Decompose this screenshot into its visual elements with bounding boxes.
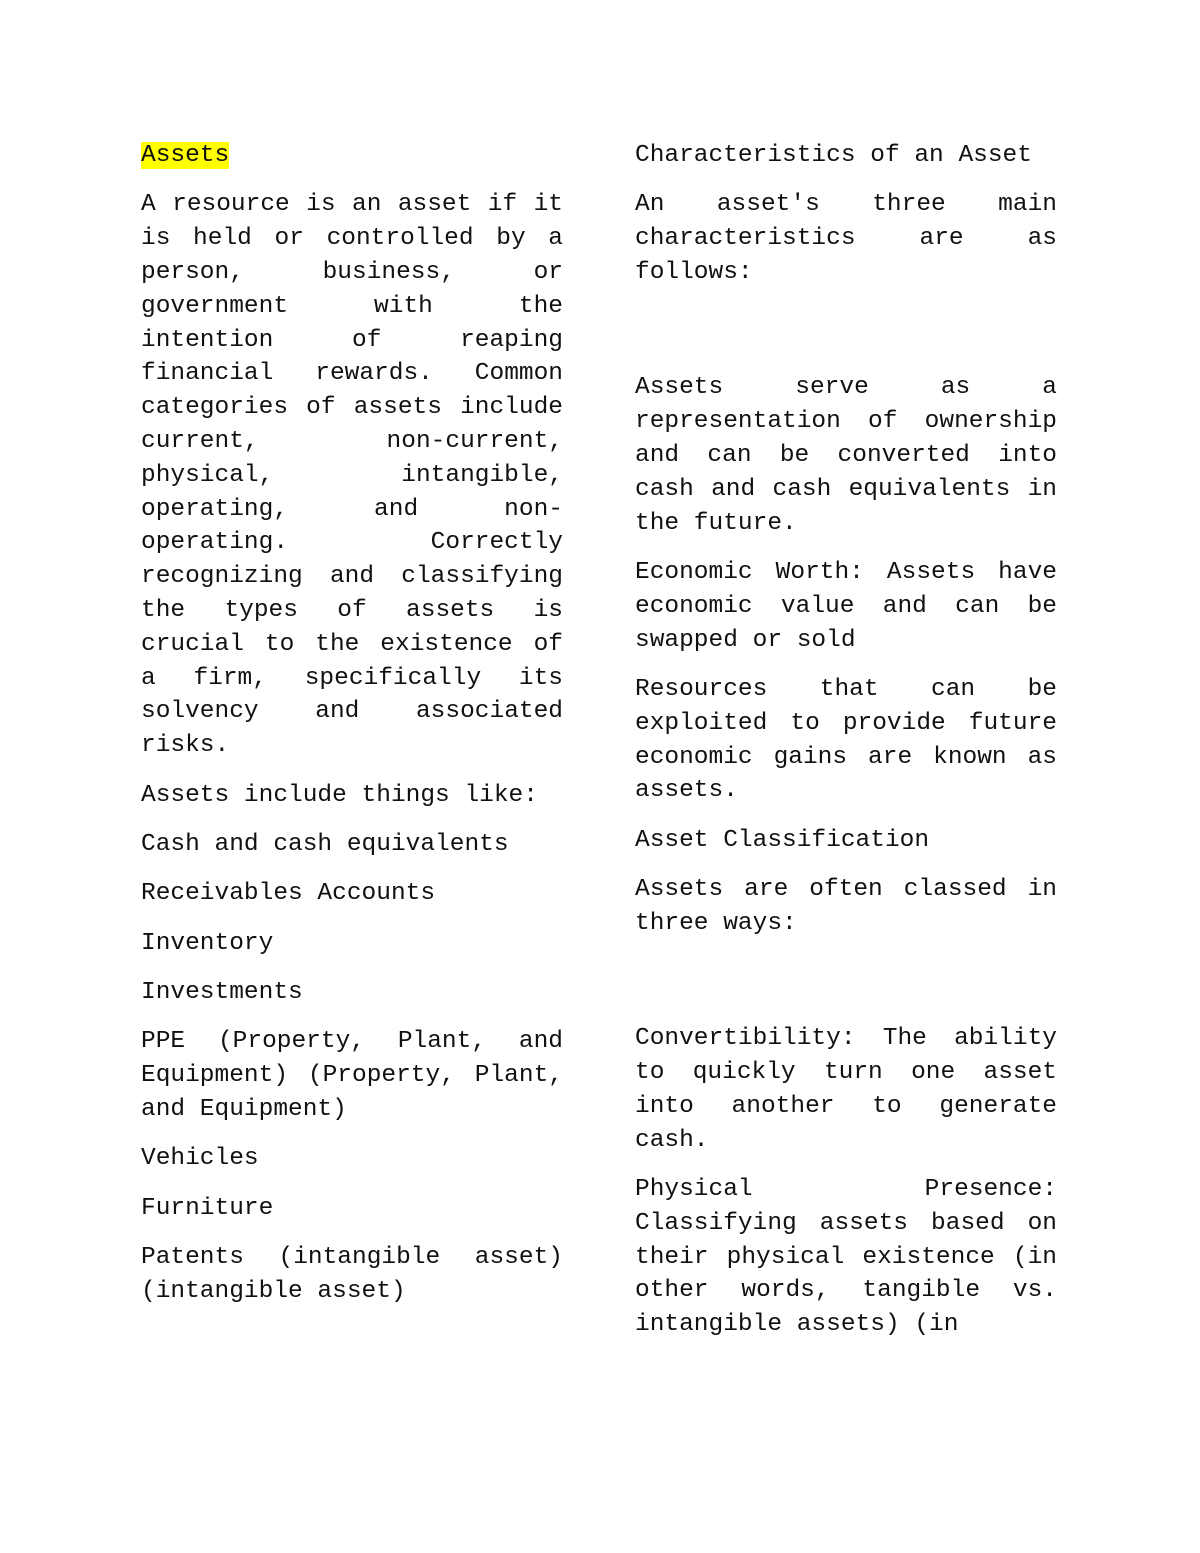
characteristic-economic-worth: Economic Worth: Assets have economic value and can be swapped or sold bbox=[635, 558, 1057, 654]
asset-item-cash: Cash and cash equivalents bbox=[141, 830, 509, 858]
asset-item-inventory: Inventory bbox=[141, 929, 274, 957]
right-column bbox=[635, 139, 1057, 1358]
characteristics-heading: Characteristics of an Asset bbox=[635, 142, 1032, 169]
classification-physical-presence: Physical Presence: Classifying assets based on their physical existence (in other words, tangible vs. intangible assets) (in bbox=[635, 1176, 1057, 1339]
paragraph-spacer bbox=[635, 956, 1057, 1022]
assets-heading bbox=[141, 139, 563, 173]
classification-heading: Asset Classification bbox=[635, 826, 930, 854]
characteristic-resources: Resources that can be exploited to provide future economic gains are known as assets. bbox=[635, 675, 1057, 805]
characteristics-intro: An asset's three main characteristics are as follows: bbox=[635, 191, 1057, 286]
asset-item-patents: Patents (intangible asset) (intangible asset) bbox=[141, 1244, 563, 1306]
paragraph-spacer bbox=[635, 305, 1057, 371]
characteristic-ownership: Assets serve as a representation of ownership and can be converted into cash and cash equivalents in the future. bbox=[635, 374, 1057, 537]
asset-item-ppe: PPE (Property, Plant, and Equipment) (Property, Plant, and Equipment) bbox=[141, 1028, 563, 1124]
assets-intro-paragraph: A resource is an asset if it is held or controlled by a person, business, or government with the intention of reaping financial rewards. Common categories of assets include current, non-current, physical, intangible, operating, and non-operating. Correctly recognizing and classifying the types of assets is crucial to the existence of a firm, specifically its solvency and associated risks. bbox=[141, 191, 563, 760]
assets-list-intro: Assets include things like: bbox=[141, 781, 538, 809]
left-column bbox=[141, 139, 563, 1324]
asset-item-furniture: Furniture bbox=[141, 1194, 274, 1222]
classification-intro: Assets are often classed in three ways: bbox=[635, 876, 1057, 937]
asset-item-receivables: Receivables Accounts bbox=[141, 880, 436, 908]
asset-item-vehicles: Vehicles bbox=[141, 1145, 259, 1173]
asset-item-investments: Investments bbox=[141, 979, 303, 1007]
classification-convertibility: Convertibility: The ability to quickly turn one asset into another to generate cash. bbox=[635, 1025, 1057, 1154]
assets-heading-highlight: Assets bbox=[141, 142, 230, 169]
